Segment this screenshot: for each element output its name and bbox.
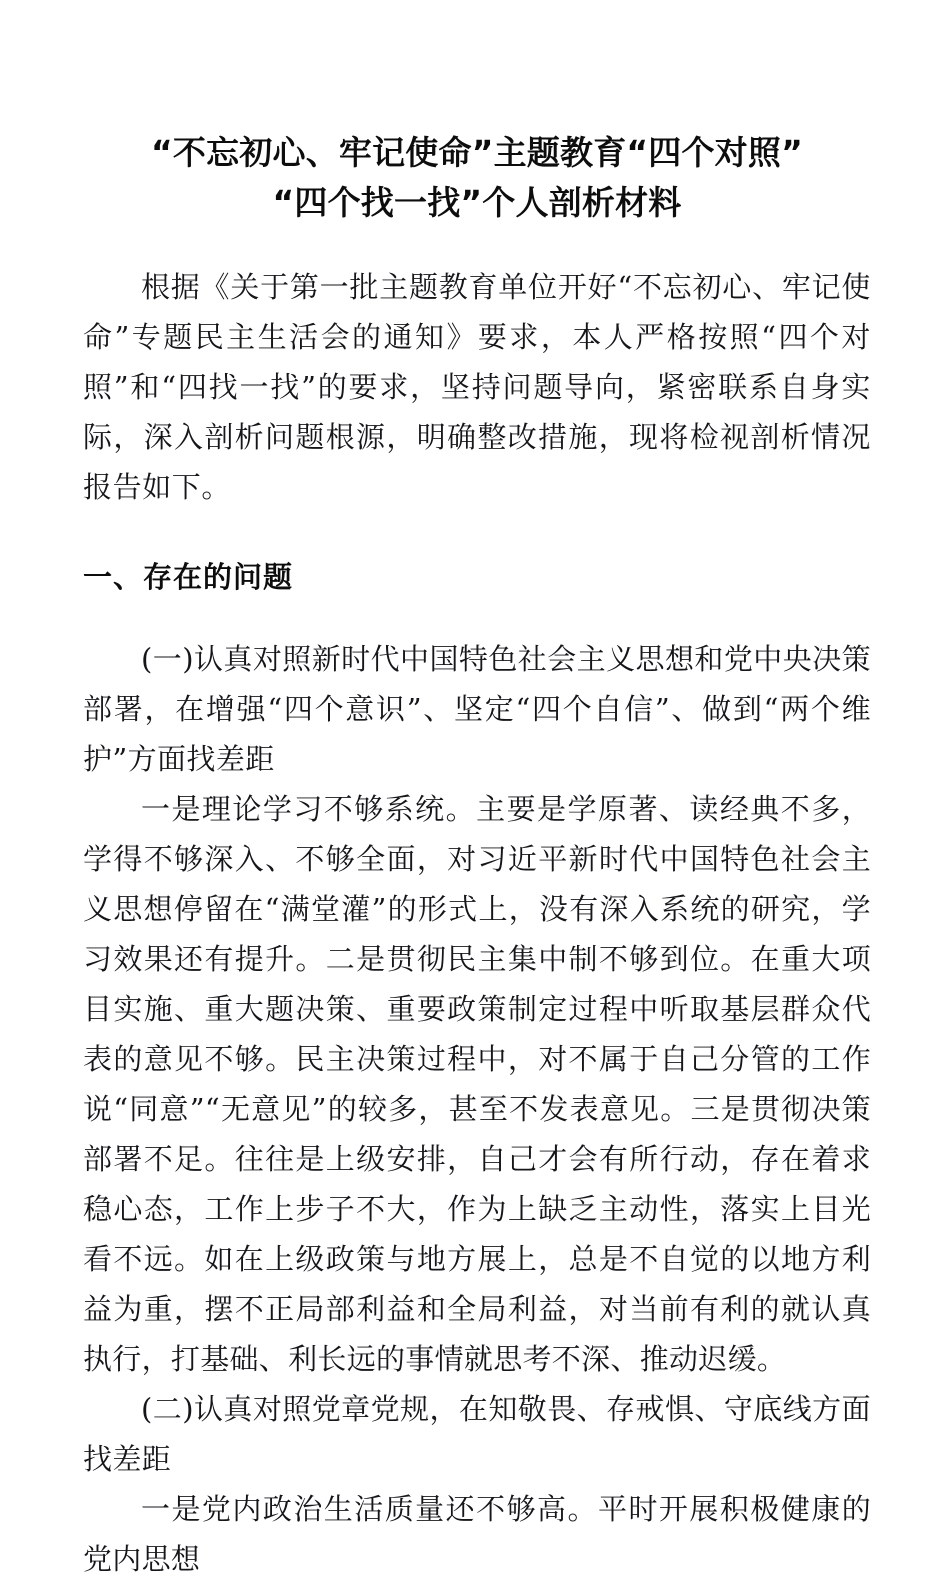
section-heading-1: 一、存在的问题 [83, 560, 294, 594]
page-title-line-2: “四个找一找”个人剖析材料 [272, 183, 682, 222]
document-content [83, 0, 871, 1584]
intro-paragraph: 根据《关于第一批主题教育单位开好“不忘初心、牢记使命”专题民主生活会的通知》要求，本人严格按照“四个对照”和“四找一找”的要求，坚持问题导向，紧密联系自身实际，深入剖析问题根源，明确整改措施，现将检视剖析情况报告如下。 [83, 270, 871, 504]
page-title-line-1: “不忘初心、牢记使命”主题教育“四个对照” [151, 133, 803, 172]
subsection-body-2: 一是党内政治生活质量还不够高。平时开展积极健康的党内思想 [83, 1492, 871, 1576]
subsection-label-1: (一)认真对照新时代中国特色社会主义思想和党中央决策部署，在增强“四个意识”、坚定“四个自信”、做到“两个维护”方面找差距 [83, 642, 871, 776]
subsection-body-1: 一是理论学习不够系统。主要是学原著、读经典不多，学得不够深入、不够全面，对习近平新时代中国特色社会主义思想停留在“满堂灌”的形式上，没有深入系统的研究，学习效果还有提升。二是贯彻民主集中制不够到位。在重大项目实施、重大题决策、重要政策制定过程中听取基层群众代表的意见不够。民主决策过程中，对不属于自己分管的工作说“同意”“无意见”的较多，甚至不发表意见。三是贯彻决策部署不足。往往是上级安排，自己才会有所行动，存在着求稳心态，工作上步子不大，作为上缺乏主动性，落实上目光看不远。如在上级政策与地方展上，总是不自觉的以地方利益为重，摆不正局部利益和全局利益，对当前有利的就认真执行，打基础、利长远的事情就思考不深、推动迟缓。 [83, 792, 871, 1376]
subsection-label-2: (二)认真对照党章党规，在知敬畏、存戒惧、守底线方面找差距 [83, 1392, 871, 1476]
page-title [83, 0, 871, 228]
